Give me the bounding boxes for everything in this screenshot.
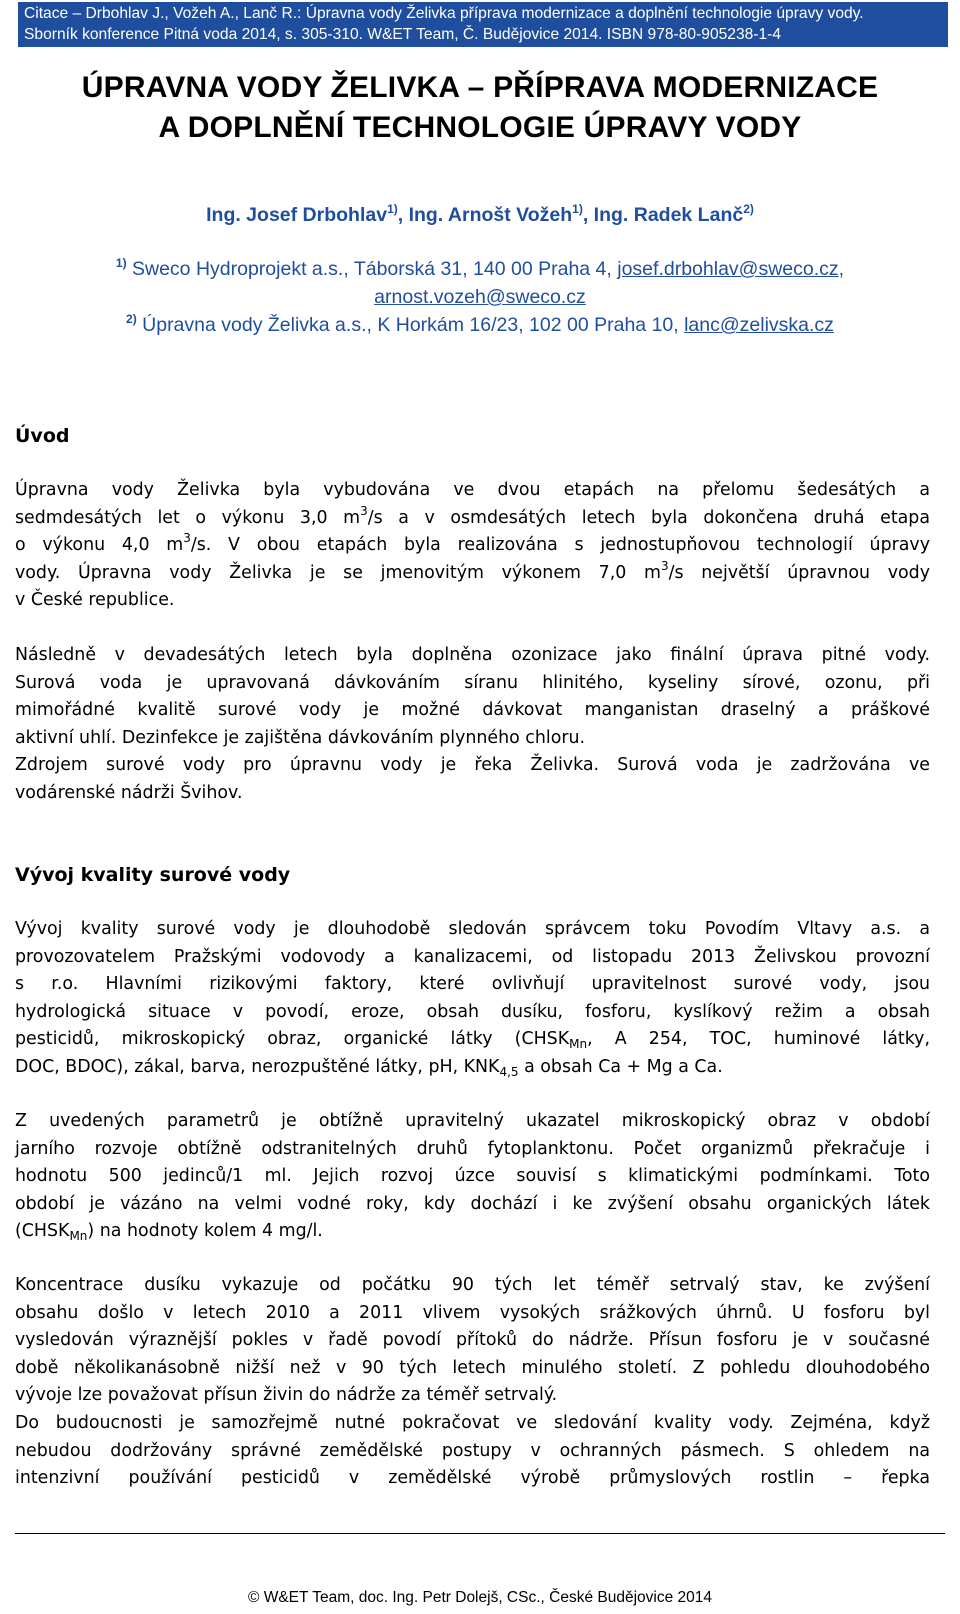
text-run: /s a v osmdesátých letech byla dokončena druhá etapa [367, 507, 930, 528]
author-name: Ing. Josef Drbohlav [206, 204, 388, 226]
text-line: Koncentrace dusíku vykazuje od počátku 90 tých let téměř setrvalý stav, ke zvýšení [15, 1275, 930, 1295]
text-run: vody. Úpravna vody Želivka je se jmenovitým výkonem 7,0 m [15, 562, 661, 583]
text-line: vysledován výraznější pokles v řadě povodí přítoků do nádrže. Přísun fosforu je v současné [15, 1330, 930, 1351]
section-heading-quality: Vývoj kvality surové vody [15, 864, 291, 886]
text-line: jarního rozvoje obtížně odstranitelných druhů fytoplanktonu. Počet organizmů překračuje i [15, 1138, 930, 1159]
text-run: /s. V obou etapách byla realizována s jednostupňovou technologií úpravy [190, 535, 930, 556]
email-link[interactable]: arnost.vozeh@sweco.cz [374, 286, 586, 308]
text-run: ) na hodnoty kolem 4 mg/l. [87, 1221, 323, 1242]
intro-paragraph-2 [15, 642, 930, 808]
email-link[interactable]: josef.drbohlav@sweco.cz [617, 258, 839, 280]
affiliation-mark: 1) [115, 256, 127, 270]
affiliation-1 [0, 256, 960, 282]
text-line: mimořádné kvalitě surové vody je možné dávkovat manganistan draselný a práškové [15, 700, 930, 721]
text-line [15, 560, 930, 588]
title-line-1: ÚPRAVNA VODY ŽELIVKA – PŘÍPRAVA MODERNIZACE [81, 71, 879, 104]
affiliation-1-cont [0, 284, 960, 310]
text-line [15, 1054, 930, 1082]
text-line: v České republice. [15, 590, 175, 611]
title-line-2: A DOPLNĚNÍ TECHNOLOGIE ÚPRAVY VODY [158, 111, 802, 144]
citation-line-2: Sborník konference Pitná voda 2014, s. 305-310. W&ET Team, Č. Budějovice 2014. ISBN 978-80-905238-1-4 [24, 26, 782, 43]
footer-rule [15, 1533, 945, 1534]
text-line: obsahu došlo v letech 2010 a 2011 vlivem vysokých srážkových úhrnů. U fosforu byl [15, 1302, 930, 1323]
intro-paragraph-1 [15, 477, 930, 615]
affiliation-mark: 2) [743, 202, 754, 216]
subscript: 4,5 [499, 1064, 519, 1079]
citation-line-1: Citace – Drbohlav J., Vožeh A., Lanč R.: Úpravna vody Želivka příprava modernizace a doplnění technologie úpravy vody. [24, 5, 864, 22]
affiliation-text: Sweco Hydroprojekt a.s., Táborská 31, 140 00 Praha 4, [126, 258, 618, 280]
text-run: pesticidů, mikroskopický obraz, organické látky (CHSK [15, 1029, 570, 1050]
text-run: o výkonu 4,0 m [15, 535, 184, 556]
text-run: sedmdesátých let o výkonu 3,0 m [15, 507, 361, 528]
text-line [15, 505, 930, 533]
author-list [0, 202, 960, 228]
text-line: Zdrojem surové vody pro úpravnu vody je řeka Želivka. Surová voda je zadržována ve [15, 755, 930, 776]
text-run: DOC, BDOC), zákal, barva, nerozpuštěné látky, pH, KNK [15, 1056, 500, 1077]
subscript: Mn [69, 1229, 88, 1244]
quality-paragraph-1 [15, 916, 930, 1082]
text-line [15, 1218, 930, 1246]
text-run: (CHSK [15, 1221, 70, 1242]
superscript: 3 [360, 503, 368, 518]
text-line: Vývoj kvality surové vody je dlouhodobě sledován správcem toku Povodím Vltavy a.s. a [15, 919, 930, 939]
text-line [15, 1026, 930, 1054]
email-link[interactable]: lanc@zelivska.cz [684, 314, 834, 336]
text-line: aktivní uhlí. Dezinfekce je zajištěna dávkováním plynného chloru. [15, 727, 586, 748]
text-line: vývoje lze považovat přísun živin do nádrže za téměř setrvalý. [15, 1385, 558, 1406]
text-line: hodnotu 500 jedinců/1 ml. Jejich rozvoj úzce souvisí s klimatickými podmínkami. Toto [15, 1166, 930, 1187]
author-name: , Ing. Arnošt Vožeh [397, 204, 573, 226]
superscript: 3 [660, 558, 669, 573]
page-footer: © W&ET Team, doc. Ing. Petr Dolejš, CSc., České Budějovice 2014 [247, 1589, 712, 1606]
quality-paragraph-3 [15, 1272, 930, 1493]
affiliation-mark: 1) [572, 202, 583, 216]
section-heading-intro: Úvod [15, 425, 70, 447]
text-line: době několikanásobně nižší než v 90 tých letech minulého století. Z pohledu dlouhodobého [15, 1357, 930, 1378]
text-line: intenzivní používání pesticidů v zemědělské výrobě průmyslových rostlin – řepka [15, 1468, 930, 1489]
paper-title [14, 68, 946, 148]
text-line: nebudou dodržovány správné zemědělské postupy v ochranných pásmech. S ohledem na [15, 1440, 930, 1461]
author-name: , Ing. Radek Lanč [582, 204, 744, 226]
superscript: 3 [183, 531, 191, 546]
affiliation-text: , [838, 258, 845, 280]
text-line [15, 532, 930, 560]
text-line: Úpravna vody Želivka byla vybudována ve dvou etapách na přelomu šedesátých a [15, 480, 930, 500]
text-line: vodárenské nádrži Švihov. [15, 782, 243, 803]
text-line: provozovatelem Pražskými vodovody a kanalizacemi, od listopadu 2013 Želivskou provozní [15, 946, 930, 967]
text-run: , A 254, TOC, huminové látky, [587, 1029, 930, 1050]
subscript: Mn [569, 1037, 588, 1052]
text-line: Z uvedených parametrů je obtížně upravitelný ukazatel mikroskopický obraz v období [15, 1111, 930, 1131]
text-line: hydrologická situace v povodí, eroze, obsah dusíku, fosforu, kyslíkový režim a obsah [15, 1001, 930, 1022]
text-run: /s největší úpravnou vody [668, 562, 930, 583]
quality-paragraph-2 [15, 1108, 930, 1246]
citation-banner [18, 2, 948, 47]
affiliation-mark: 2) [126, 312, 137, 326]
text-line: období je vázáno na velmi vodné roky, kdy dochází i ke zvýšení obsahu organických látek [15, 1193, 930, 1214]
affiliation-mark: 1) [387, 202, 398, 216]
text-line: Surová voda je upravovaná dávkováním síranu hlinitého, kyseliny sírové, ozonu, při [15, 672, 930, 693]
affiliation-2 [0, 312, 960, 338]
text-line: s r.o. Hlavními rizikovými faktory, které ovlivňují upravitelnost surové vody, jsou [15, 974, 930, 995]
text-line: Do budoucnosti je samozřejmě nutné pokračovat ve sledování kvality vody. Zejména, když [15, 1412, 930, 1433]
text-line: Následně v devadesátých letech byla doplněna ozonizace jako finální úprava pitné vody. [15, 645, 930, 665]
text-run: a obsah Ca + Mg a Ca. [518, 1056, 723, 1077]
affiliation-text: Úpravna vody Želivka a.s., K Horkám 16/23, 102 00 Praha 10, [136, 314, 685, 336]
